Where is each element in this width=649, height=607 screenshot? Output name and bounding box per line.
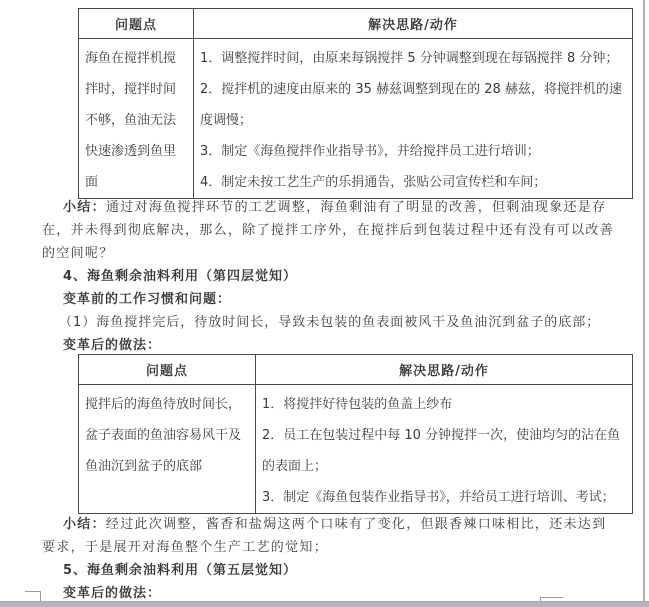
table2-data-row	[79, 385, 633, 514]
table1-problem-cell: 海鱼在搅拌机搅拌时，搅拌时间不够，鱼油无法快速渗透到鱼里面	[79, 39, 194, 199]
section4-after-label: 变革后的做法：	[63, 338, 162, 353]
table2-header-solution: 解决思路/动作	[256, 355, 633, 385]
table1-action-1: 1．调整搅拌时间，由原来每锅搅拌 5 分钟调整到现在每锅搅拌 8 分钟；	[200, 51, 619, 66]
problem-solution-table-2	[78, 354, 633, 514]
section5-heading: 5、海鱼剩余油料利用（第五层觉知）	[63, 563, 298, 578]
section5-after-label: 变革后的做法：	[63, 586, 162, 601]
page-bottom-edge-bar	[0, 601, 649, 607]
section4-before-item: （1）海鱼搅拌完后，待放时间长，导致未包装的鱼表面被风干及鱼油沉到盆子的底部；	[59, 315, 601, 330]
table2-action-2: 2．员工在包装过程中每 10 分钟搅拌一次，使油均匀的沾在鱼的表面上；	[262, 428, 621, 474]
summary1-text: 通过对海鱼搅拌环节的工艺调整，海鱼剩油有了明显的改善，但剩油现象还是存在，并未得到彻底解决，那么，除了搅拌工序外，在搅拌后到包装过程中还有没有可以改善的空间呢？	[42, 200, 615, 261]
table2-solution-cell	[256, 385, 633, 514]
section4-before-label: 变革前的工作习惯和问题：	[63, 292, 232, 307]
table2-header-problem: 问题点	[79, 355, 256, 385]
summary-paragraph-1	[42, 196, 614, 265]
table1-header-row	[79, 9, 633, 39]
table1-header-solution: 解决思路/动作	[194, 9, 633, 39]
table2-action-1: 1．将搅拌好待包装的鱼盖上纱布	[262, 397, 453, 412]
section4-heading: 4、海鱼剩余油料利用（第四层觉知）	[63, 269, 298, 284]
table1-header-problem: 问题点	[79, 9, 194, 39]
table1-data-row	[79, 39, 633, 199]
summary2-text: 经过此次调整，酱香和盐焗这两个口味有了变化，但跟香辣口味相比，还未达到要求，于是展开对海鱼整个生产工艺的觉知；	[42, 517, 607, 555]
problem-solution-table-1	[78, 8, 633, 199]
table1-action-4: 4．制定未按工艺生产的乐捐通告，张贴公司宣传栏和车间；	[200, 175, 547, 190]
table1-solution-cell	[194, 39, 633, 199]
page-right-boundary-line	[643, 0, 645, 601]
table2-header-row	[79, 355, 633, 385]
summary-paragraph-2	[42, 513, 614, 559]
summary2-label: 小结：	[63, 517, 106, 532]
table2-action-3: 3．制定《海鱼包装作业指导书》，并给员工进行培训、考试；	[262, 490, 615, 505]
summary1-label: 小结：	[63, 200, 106, 215]
table1-action-3: 3．制定《海鱼搅拌作业指导书》，并给搅拌员工进行培训；	[200, 144, 540, 159]
table1-action-2: 2．搅拌机的速度由原来的 35 赫兹调整到现在的 28 赫兹，将搅拌机的速度调慢；	[200, 82, 622, 128]
table2-problem-cell: 搅拌后的海鱼待放时间长，盆子表面的鱼油容易风干及鱼油沉到盆子的底部	[79, 385, 256, 514]
